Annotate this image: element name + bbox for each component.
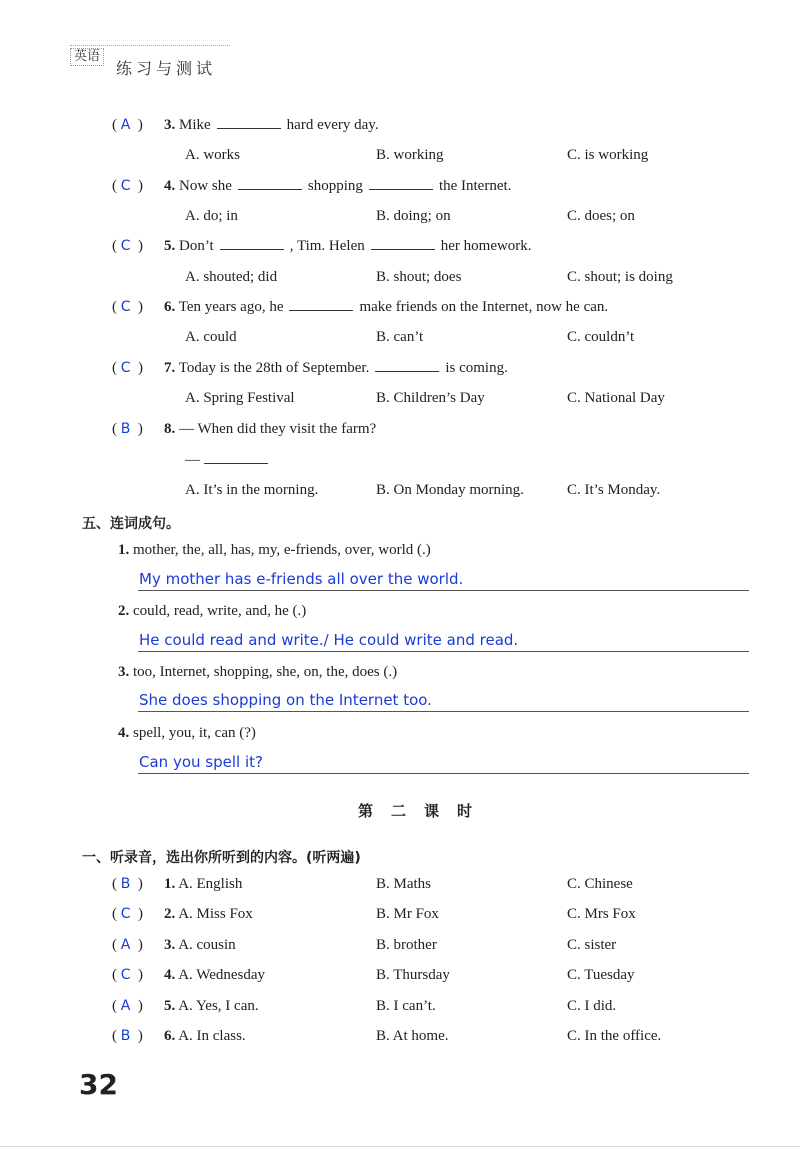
handwritten-answer: A	[120, 937, 131, 953]
answer-paren: ( B )	[112, 421, 143, 437]
option-b: B. Mr Fox	[376, 906, 439, 922]
answer-line	[138, 773, 749, 774]
subject-label: 英语	[70, 48, 104, 66]
question-stem: 6. Ten years ago, he make friends on the Internet, now he can.	[164, 299, 609, 315]
option-c: C. shout; is doing	[567, 269, 673, 285]
word-prompt: 3. too, Internet, shopping, she, on, the, does (.)	[118, 664, 398, 680]
answer-paren: ( B )	[112, 876, 143, 892]
item-number: 6. A. In class.	[164, 1028, 246, 1044]
question-stem: 4. Now she shopping the Internet.	[164, 178, 512, 194]
option-a: A. Spring Festival	[185, 390, 295, 406]
answer-sentence: My mother has e-friends all over the world.	[139, 570, 464, 588]
handwritten-answer: B	[120, 876, 131, 892]
option-c: C. Mrs Fox	[567, 906, 636, 922]
question-stem: 8. — When did they visit the farm?	[164, 421, 377, 437]
word-prompt: 2. could, read, write, and, he (.)	[118, 603, 307, 619]
answer-paren: ( C )	[112, 238, 144, 254]
answer-paren: ( C )	[112, 967, 144, 983]
option-c: C. Chinese	[567, 876, 633, 892]
header-dotted-line	[70, 45, 230, 46]
option-b: B. Children’s Day	[376, 390, 485, 406]
handwritten-answer: C	[120, 967, 131, 983]
answer-sentence: She does shopping on the Internet too.	[139, 691, 432, 709]
option-c: C. couldn’t	[567, 329, 635, 345]
option-c: C. does; on	[567, 208, 635, 224]
option-b: B. Maths	[376, 876, 432, 892]
answer-paren: ( C )	[112, 178, 144, 194]
book-title: 练习与测试	[116, 59, 217, 78]
reply-line: —	[185, 452, 274, 469]
question-stem: 7. Today is the 28th of September. is coming.	[164, 360, 508, 376]
answer-paren: ( C )	[112, 906, 144, 922]
item-number: 2. A. Miss Fox	[164, 906, 253, 922]
option-a: A. shouted; did	[185, 269, 278, 285]
item-number: 3. A. cousin	[164, 937, 236, 953]
answer-paren: ( A )	[112, 998, 143, 1014]
handwritten-answer: C	[120, 360, 131, 376]
answer-paren: ( C )	[112, 360, 144, 376]
option-c: C. It’s Monday.	[567, 482, 661, 498]
option-c: C. sister	[567, 937, 617, 953]
option-c: C. Tuesday	[567, 967, 635, 983]
option-b: B. can’t	[376, 329, 424, 345]
answer-paren: ( C )	[112, 299, 144, 315]
option-b: B. doing; on	[376, 208, 451, 224]
handwritten-answer: A	[120, 117, 131, 133]
option-c: C. In the office.	[567, 1028, 662, 1044]
answer-sentence: He could read and write./ He could write and read.	[139, 631, 519, 649]
handwritten-answer: C	[120, 299, 131, 315]
handwritten-answer: C	[120, 906, 131, 922]
option-b: B. Thursday	[376, 967, 450, 983]
handwritten-answer: A	[120, 998, 131, 1014]
item-number: 5. A. Yes, I can.	[164, 998, 259, 1014]
option-b: B. I can’t.	[376, 998, 436, 1014]
option-b: B. brother	[376, 937, 437, 953]
page-bottom-edge	[0, 1146, 800, 1147]
option-a: A. could	[185, 329, 237, 345]
option-b: B. working	[376, 147, 444, 163]
handwritten-answer: B	[120, 1028, 131, 1044]
answer-paren: ( A )	[112, 117, 143, 133]
item-number: 1. A. English	[164, 876, 243, 892]
option-c: C. I did.	[567, 998, 617, 1014]
handwritten-answer: C	[120, 178, 131, 194]
option-b: B. On Monday morning.	[376, 482, 524, 498]
option-a: A. It’s in the morning.	[185, 482, 319, 498]
word-prompt: 4. spell, you, it, can (?)	[118, 725, 256, 741]
question-stem: 5. Don’t , Tim. Helen her homework.	[164, 238, 532, 254]
lesson-title: 第二课时	[358, 802, 491, 820]
option-c: C. is working	[567, 147, 649, 163]
option-a: A. do; in	[185, 208, 238, 224]
answer-line	[138, 651, 749, 652]
option-a: A. works	[185, 147, 240, 163]
section-heading: 一、听录音，选出你所听到的内容。(听两遍)	[82, 850, 361, 866]
option-b: B. shout; does	[376, 269, 462, 285]
answer-line	[138, 711, 749, 712]
answer-line	[138, 590, 749, 591]
question-stem: 3. Mike hard every day.	[164, 117, 379, 133]
answer-paren: ( A )	[112, 937, 143, 953]
handwritten-answer: C	[120, 238, 131, 254]
word-prompt: 1. mother, the, all, has, my, e-friends, over, world (.)	[118, 542, 431, 558]
option-b: B. At home.	[376, 1028, 449, 1044]
option-c: C. National Day	[567, 390, 665, 406]
page-number: 32	[79, 1068, 118, 1101]
answer-sentence: Can you spell it?	[139, 753, 263, 771]
item-number: 4. A. Wednesday	[164, 967, 266, 983]
section-heading: 五、连词成句。	[82, 516, 180, 532]
answer-paren: ( B )	[112, 1028, 143, 1044]
handwritten-answer: B	[120, 421, 131, 437]
